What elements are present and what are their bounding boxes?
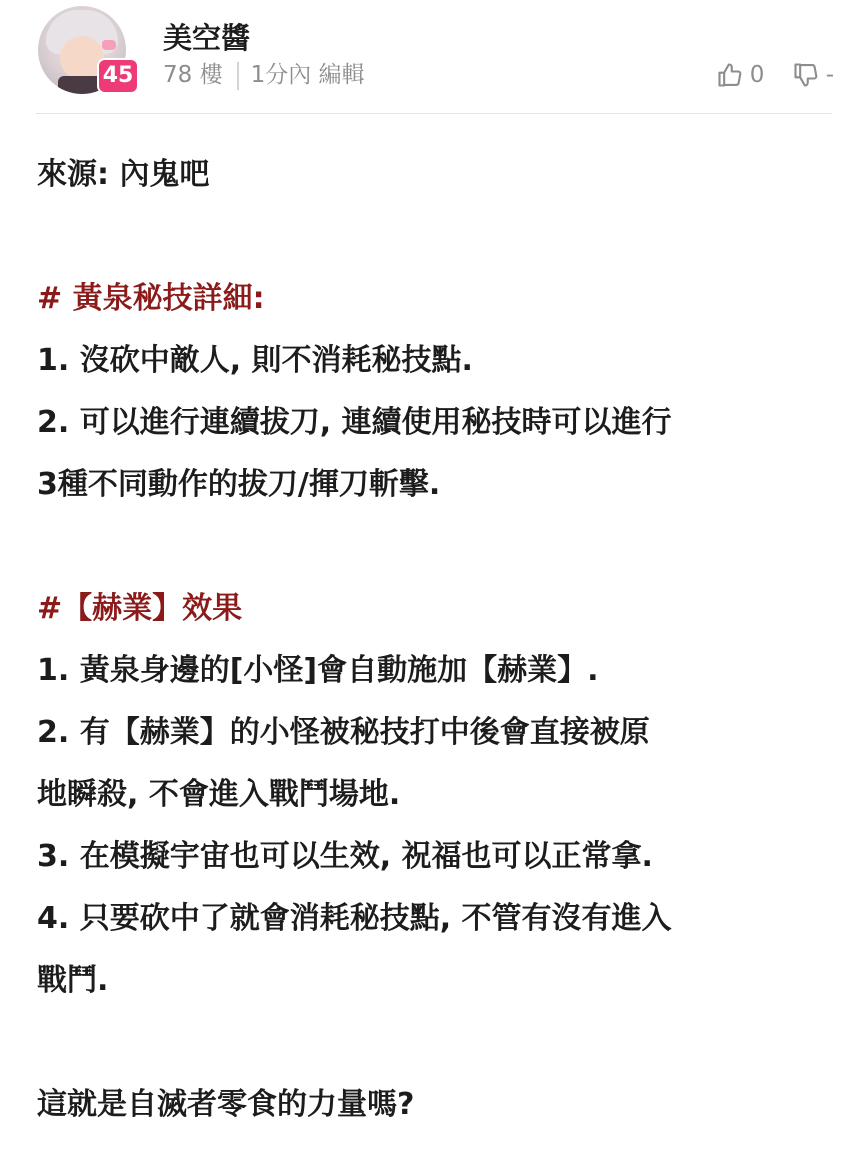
floor-number: 78 樓 [163,62,223,88]
blank-line [37,206,837,268]
technique-line: 1. 沒砍中敵人, 則不消耗秘技點. [37,343,473,378]
username[interactable]: 美空醬 [163,21,251,55]
effect-line: 3. 在模擬宇宙也可以生效, 祝福也可以正常拿. [37,839,653,874]
header-divider [36,113,832,114]
blank-line [37,516,837,578]
post-header [0,0,868,116]
post-content [37,144,837,1136]
effect-line: 2. 有【赫業】的小怪被秘技打中後會直接被原 [37,715,650,750]
dislike-button[interactable] [792,60,834,90]
source-line: 來源: 內鬼吧 [37,157,210,192]
technique-line: 2. 可以進行連續拔刀, 連續使用秘技時可以進行 [37,405,672,440]
section-title-effect: #【赫業】效果 [37,591,243,626]
effect-line: 戰鬥. [37,963,109,998]
post-meta [163,60,365,90]
effect-line: 4. 只要砍中了就會消耗秘技點, 不管有沒有進入 [37,901,672,936]
post-time: 1分內 編輯 [250,62,365,88]
like-count: 0 [749,62,765,88]
blank-line [37,1012,837,1074]
thumbs-down-icon [792,61,820,89]
vote-controls [696,60,834,90]
dislike-count: - [825,62,834,88]
like-button[interactable] [716,60,765,90]
section-title-technique: # 黃泉秘技詳細: [37,281,265,316]
technique-line: 3種不同動作的拔刀/揮刀斬擊. [37,467,441,502]
effect-line: 地瞬殺, 不會進入戰鬥場地. [37,777,401,812]
level-badge: 45 [97,58,139,94]
closing-line: 這就是自滅者零食的力量嗎? [37,1087,415,1122]
thumbs-up-icon [716,61,744,89]
avatar-bow [102,40,116,50]
meta-divider [237,62,239,90]
effect-line: 1. 黃泉身邊的[小怪]會自動施加【赫業】. [37,653,599,688]
